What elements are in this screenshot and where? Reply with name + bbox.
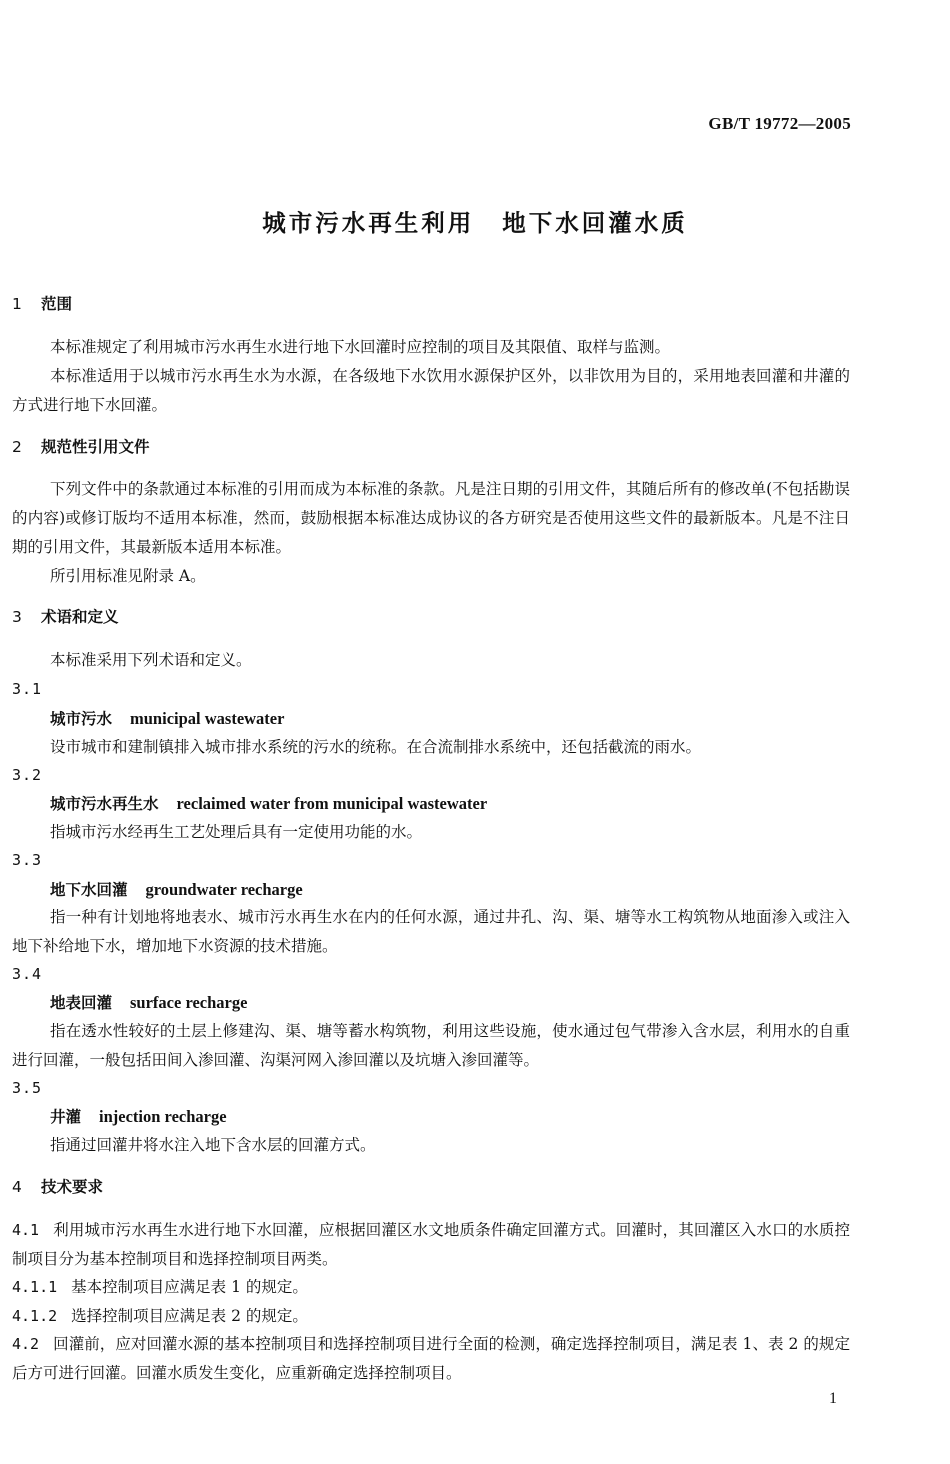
clause-text: 基本控制项目应满足表 1 的规定。	[71, 1278, 308, 1296]
term-en: injection recharge	[99, 1107, 227, 1126]
term-en: surface recharge	[130, 993, 248, 1012]
term-definition: 指一种有计划地将地表水、城市污水再生水在内的任何水源，通过井孔、沟、渠、塘等水工构筑物从地面渗入或注入地下补给地下水，增加地下水资源的技术措施。	[12, 908, 850, 955]
term-number: 3.1	[12, 680, 43, 698]
title-part2: 地下水回灌水质	[502, 209, 688, 237]
clause	[12, 1330, 850, 1388]
clause-number: 4.1.2	[12, 1307, 58, 1325]
term-number: 3.2	[12, 766, 43, 784]
term-title	[12, 875, 888, 905]
term-number: 3.4	[12, 965, 43, 983]
section-heading-1	[12, 290, 850, 319]
paragraph: 本标准适用于以城市污水再生水为水源，在各级地下水饮用水源保护区外，以非饮用为目的，采用地表回灌和井灌的方式进行地下水回灌。	[12, 367, 850, 414]
section-number: 4	[12, 1178, 22, 1196]
clause-text: 选择控制项目应满足表 2 的规定。	[71, 1307, 308, 1325]
section-title: 技术要求	[41, 1178, 104, 1196]
paragraph: 本标准规定了利用城市污水再生水进行地下水回灌时应控制的项目及其限值、取样与监测。	[50, 338, 671, 356]
section-number: 1	[12, 295, 22, 313]
term-definition: 指城市污水经再生工艺处理后具有一定使用功能的水。	[50, 823, 423, 841]
paragraph: 本标准采用下列术语和定义。	[50, 651, 252, 669]
term-title	[12, 1102, 888, 1132]
title-part1: 城市污水再生利用	[262, 209, 475, 237]
clause	[12, 1216, 850, 1274]
term-zh: 井灌	[50, 1108, 82, 1126]
term-zh: 城市污水	[50, 710, 113, 728]
clause	[12, 1302, 850, 1331]
page-number: 1	[829, 1390, 837, 1407]
clause	[12, 1273, 850, 1302]
section-heading-4	[12, 1173, 850, 1202]
section-number: 3	[12, 608, 22, 626]
clause-number: 4.2	[12, 1335, 40, 1353]
clause-text: 回灌前，应对回灌水源的基本控制项目和选择控制项目进行全面的检测，确定选择控制项目，满足表 1、表 2 的规定后方可进行回灌。回灌水质发生变化，应重新确定选择控制项目。	[12, 1335, 850, 1382]
section-number: 2	[12, 438, 22, 456]
section-heading-2	[12, 433, 850, 462]
term-en: groundwater recharge	[145, 880, 303, 899]
term-definition: 设市城市和建制镇排入城市排水系统的污水的统称。在合流制排水系统中，还包括截流的雨水。	[50, 738, 702, 756]
term-number: 3.3	[12, 851, 43, 869]
term-number: 3.5	[12, 1079, 43, 1097]
clause-number: 4.1	[12, 1221, 40, 1239]
term-en: municipal wastewater	[130, 709, 285, 728]
section-heading-3	[12, 603, 850, 632]
document-title	[0, 204, 950, 238]
clause-text: 利用城市污水再生水进行地下水回灌，应根据回灌区水文地质条件确定回灌方式。回灌时，其回灌区入水口的水质控制项目分为基本控制项目和选择控制项目两类。	[12, 1221, 850, 1268]
term-zh: 地表回灌	[50, 994, 113, 1012]
paragraph: 所引用标准见附录 A。	[50, 567, 206, 585]
term-title	[12, 988, 888, 1018]
section-title: 术语和定义	[41, 608, 119, 626]
paragraph: 下列文件中的条款通过本标准的引用而成为本标准的条款。凡是注日期的引用文件，其随后所有的修改单(不包括勘误的内容)或修订版均不适用本标准，然而，鼓励根据本标准达成协议的各方研究是否使用这些文件的最新版本。凡是不注日期的引用文件，其最新版本适用本标准。	[12, 480, 850, 556]
section-title: 范围	[41, 295, 73, 313]
standard-code: GB/T 19772—2005	[708, 114, 851, 133]
term-definition: 指通过回灌井将水注入地下含水层的回灌方式。	[50, 1136, 376, 1154]
term-zh: 地下水回灌	[50, 881, 128, 899]
term-zh: 城市污水再生水	[50, 795, 159, 813]
term-en: reclaimed water from municipal wastewater	[176, 794, 488, 813]
term-title	[12, 789, 888, 819]
section-title: 规范性引用文件	[41, 438, 150, 456]
term-definition: 指在透水性较好的土层上修建沟、渠、塘等蓄水构筑物，利用这些设施，使水通过包气带渗入含水层，利用水的自重进行回灌，一般包括田间入渗回灌、沟渠河网入渗回灌以及坑塘入渗回灌等。	[12, 1022, 850, 1069]
term-title	[12, 704, 888, 734]
clause-number: 4.1.1	[12, 1278, 58, 1296]
